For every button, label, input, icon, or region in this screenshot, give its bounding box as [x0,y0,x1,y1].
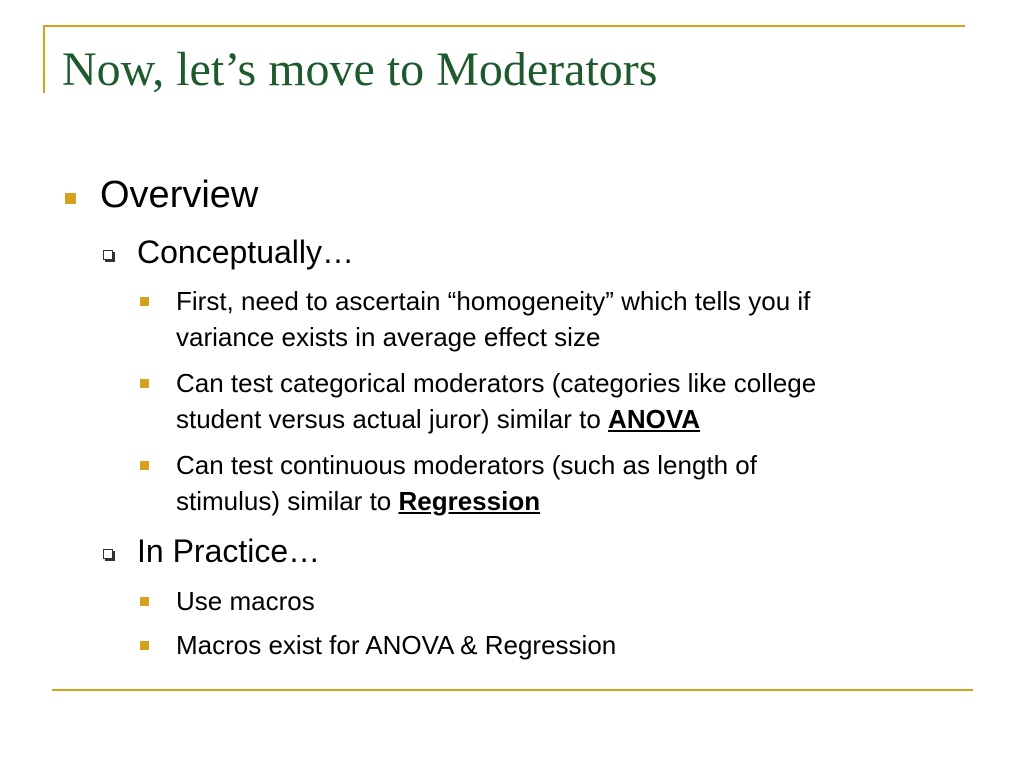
hollow-square-bullet-icon [103,549,113,559]
anova-emphasis: ANOVA [608,404,701,434]
in-practice-item-1: Use macros [176,586,315,616]
small-square-bullet-icon [140,297,149,306]
slide-title: Now, let’s move to Moderators [62,43,658,96]
conceptually-item-3-line-2-text: stimulus) similar to [176,486,399,516]
conceptually-item-2-line-1: Can test categorical moderators (categories like college [176,368,817,398]
conceptually-item-1-line-1: First, need to ascertain “homogeneity” which tells you if [176,286,811,316]
conceptually-heading: Conceptually… [137,234,354,270]
small-square-bullet-icon [140,461,149,470]
conceptually-item-3-line-1: Can test continuous moderators (such as length of [176,450,757,480]
conceptually-item-2-line-2 [176,401,700,437]
square-bullet-icon [65,193,76,204]
in-practice-heading: In Practice… [137,533,321,569]
regression-emphasis: Regression [398,486,541,516]
hollow-square-bullet-icon [103,250,113,260]
small-square-bullet-icon [140,641,149,650]
conceptually-item-1-line-2: variance exists in average effect size [176,322,601,352]
conceptually-item-3-line-2 [176,483,540,519]
small-square-bullet-icon [140,379,149,388]
conceptually-item-2-line-2-text: student versus actual juror) similar to [176,404,609,434]
small-square-bullet-icon [140,597,149,606]
in-practice-item-2: Macros exist for ANOVA & Regression [176,630,617,660]
overview-heading: Overview [100,174,259,216]
